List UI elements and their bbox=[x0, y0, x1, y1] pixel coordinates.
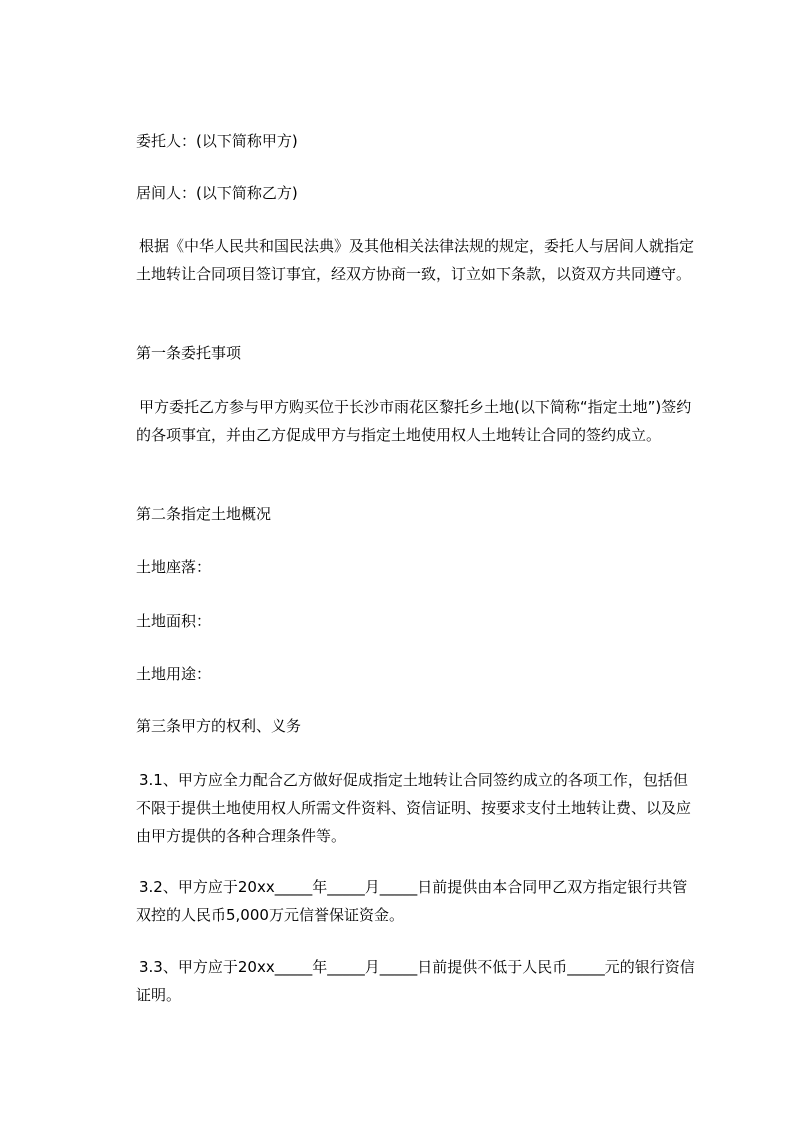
preamble-paragraph: 根据《中华人民共和国民法典》及其他相关法律法规的规定，委托人与居间人就指定土地转让合同项目签订事宜，经双方协商一致，订立如下条款，以资双方共同遵守。 bbox=[136, 237, 695, 283]
article-1-body: 甲方委托乙方参与甲方购买位于长沙市雨花区黎托乡土地(以下简称“指定土地”)签约的各项事宜，并由乙方促成甲方与指定土地使用权人土地转让合同的签约成立。 bbox=[136, 398, 692, 444]
article-3-heading: 第三条甲方的权利、义务 bbox=[136, 717, 302, 735]
article-1-heading: 第一条委托事项 bbox=[136, 344, 242, 362]
land-area-field: 土地面积： bbox=[136, 612, 212, 630]
land-location-field: 土地座落： bbox=[136, 558, 212, 576]
party-b-line: 居间人：(以下简称乙方) bbox=[136, 184, 298, 202]
clause-3-3: 3.3、甲方应于20xx_____年_____月_____日前提供不低于人民币_____元的银行资信证明。 bbox=[136, 958, 695, 1004]
clause-3-2: 3.2、甲方应于20xx_____年_____月_____日前提供由本合同甲乙双方指定银行共管双控的人民币5,000万元信誉保证资金。 bbox=[136, 878, 688, 924]
article-2-heading: 第二条指定土地概况 bbox=[136, 505, 272, 523]
clause-3-1: 3.1、甲方应全力配合乙方做好促成指定土地转让合同签约成立的各项工作，包括但不限于提供土地使用权人所需文件资料、资信证明、按要求支付土地转让费、以及应由甲方提供的各种合理条件等。 bbox=[136, 771, 692, 845]
land-use-field: 土地用途： bbox=[136, 665, 212, 683]
party-a-line: 委托人：(以下简称甲方) bbox=[136, 132, 298, 150]
